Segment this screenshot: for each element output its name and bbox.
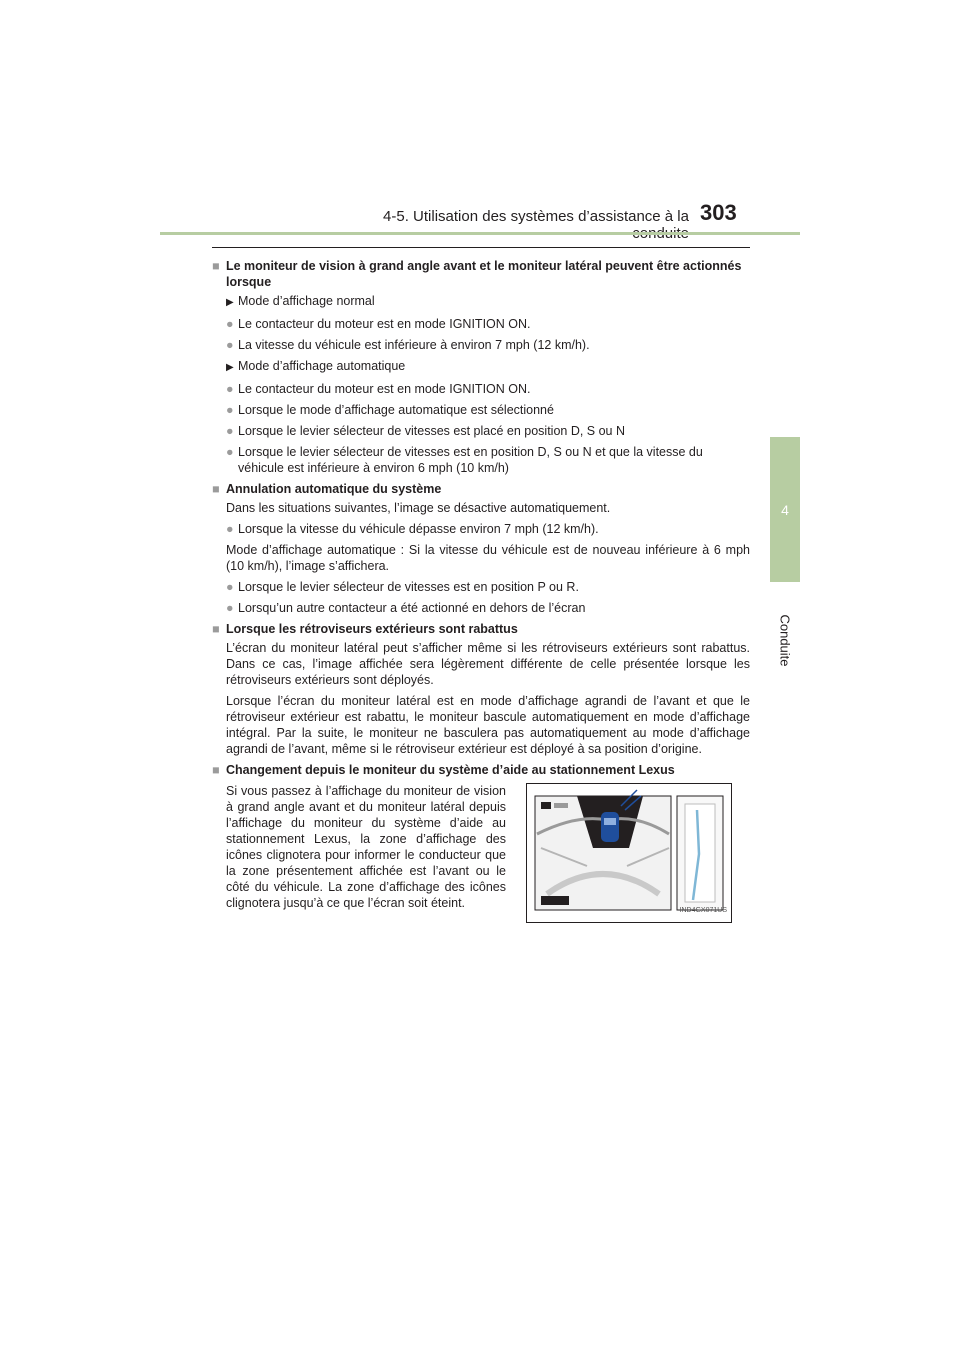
list-item: ● Le contacteur du moteur est en mode IGNITION ON. xyxy=(226,382,531,396)
circle-bullet-icon: ● xyxy=(226,445,234,459)
mode-item: ▶ Mode d’affichage normal xyxy=(226,293,750,311)
square-bullet-icon: ■ xyxy=(212,259,220,273)
car-icon xyxy=(601,812,619,842)
list-item: ● Lorsque le levier sélecteur de vitesses est placé en position D, S ou N xyxy=(226,424,626,438)
mode-item: ▶ Mode d’affichage automatique xyxy=(226,358,750,376)
chapter-tab xyxy=(770,437,800,582)
list-item: ● La vitesse du véhicule est inférieure à environ 7 mph (12 km/h). xyxy=(226,338,590,352)
monitor-illustration xyxy=(526,783,732,923)
list-item: ● Lorsque le mode d’affichage automatique est sélectionné xyxy=(226,403,554,417)
list-item: ● Le contacteur du moteur est en mode IGNITION ON. xyxy=(226,317,531,331)
section-heading: ■ Changement depuis le moniteur du système d’aide au stationnement Lexus xyxy=(212,763,675,777)
circle-bullet-icon: ● xyxy=(226,338,234,352)
triangle-bullet-icon: ▶ xyxy=(226,297,234,308)
section-heading: ■ Annulation automatique du système xyxy=(212,482,442,496)
paragraph: Lorsque l’écran du moniteur latéral est en mode d’affichage agrandi de l’avant et que le rétroviseur extérieur est rabattu, le moniteur bascule automatiquement en mode d’affichage intégral. Par la suite, le moniteur ne basculera pas automatiquement au mode d’affichage agrandi de l’avant, même si le rétroviseur extérieur est déployé à sa position d’origine. xyxy=(226,694,750,756)
running-header-title: 4-5. Utilisation des systèmes d’assistance à la xyxy=(383,208,689,225)
paragraph: Mode d’affichage automatique : Si la vitesse du véhicule est de nouveau inférieure à 6 mph (10 km/h), l’image s’affichera. xyxy=(226,543,750,573)
list-item: ● Lorsque le levier sélecteur de vitesses est en position P ou R. xyxy=(226,580,579,594)
list-item: ● Lorsqu’un autre contacteur a été actionné en dehors de l’écran xyxy=(226,601,586,615)
square-bullet-icon: ■ xyxy=(212,763,220,777)
circle-bullet-icon: ● xyxy=(226,424,234,438)
chapter-number: 4 xyxy=(781,501,789,518)
triangle-bullet-icon: ▶ xyxy=(226,362,234,373)
circle-bullet-icon: ● xyxy=(226,317,234,331)
list-item: ● Lorsque le levier sélecteur de vitesses est en position D, S ou N et que la vitesse du véhicule est inférieure à environ 6 mph (10 km/h) xyxy=(226,445,703,475)
section-heading: ■ Le moniteur de vision à grand angle avant et le moniteur latéral peuvent être actionnés lorsque xyxy=(212,259,742,289)
circle-bullet-icon: ● xyxy=(226,403,234,417)
circle-bullet-icon: ● xyxy=(226,580,234,594)
circle-bullet-icon: ● xyxy=(226,382,234,396)
monitor-screen-svg xyxy=(527,784,731,922)
list-item: ● Lorsque la vitesse du véhicule dépasse environ 7 mph (12 km/h). xyxy=(226,522,599,536)
paragraph: Dans les situations suivantes, l’image se désactive automatiquement. xyxy=(226,501,611,515)
paragraph: Si vous passez à l’affichage du moniteur de vision à grand angle avant et du moniteur latéral depuis l’affichage du moniteur du système d’aide au stationnement Lexus, la zone d’affichage des icônes clignotera pour informer le conducteur que la zone présentement affichée est l’avant ou le côté du véhicule. La zone d’affichage des icônes clignotera jusqu’à ce que l’écran soit éteint. xyxy=(226,784,506,910)
figure-row xyxy=(226,781,750,923)
square-bullet-icon: ■ xyxy=(212,622,220,636)
chapter-label: Conduite xyxy=(777,613,793,667)
circle-bullet-icon: ● xyxy=(226,601,234,615)
car-windshield-icon xyxy=(604,818,616,825)
page-content xyxy=(212,258,750,923)
section-heading: ■ Lorsque les rétroviseurs extérieurs sont rabattus xyxy=(212,622,518,636)
camera-icon xyxy=(541,802,551,809)
content-rule xyxy=(212,247,750,248)
figure-caption: IND4GX071US xyxy=(679,907,727,914)
circle-bullet-icon: ● xyxy=(226,522,234,536)
page-number: 303 xyxy=(700,200,737,225)
chapter-label-container xyxy=(770,585,800,695)
paragraph: L’écran du moniteur latéral peut s’afficher même si les rétroviseurs extérieurs sont rabattus. Dans ce cas, l’image affichée sera légèrement différente de celle présentée lorsque les rétroviseurs extérieurs sont déployés. xyxy=(226,641,750,687)
square-bullet-icon: ■ xyxy=(212,482,220,496)
mode-icon xyxy=(554,803,568,808)
header-rule xyxy=(160,232,800,235)
auto-label-box xyxy=(541,896,569,905)
